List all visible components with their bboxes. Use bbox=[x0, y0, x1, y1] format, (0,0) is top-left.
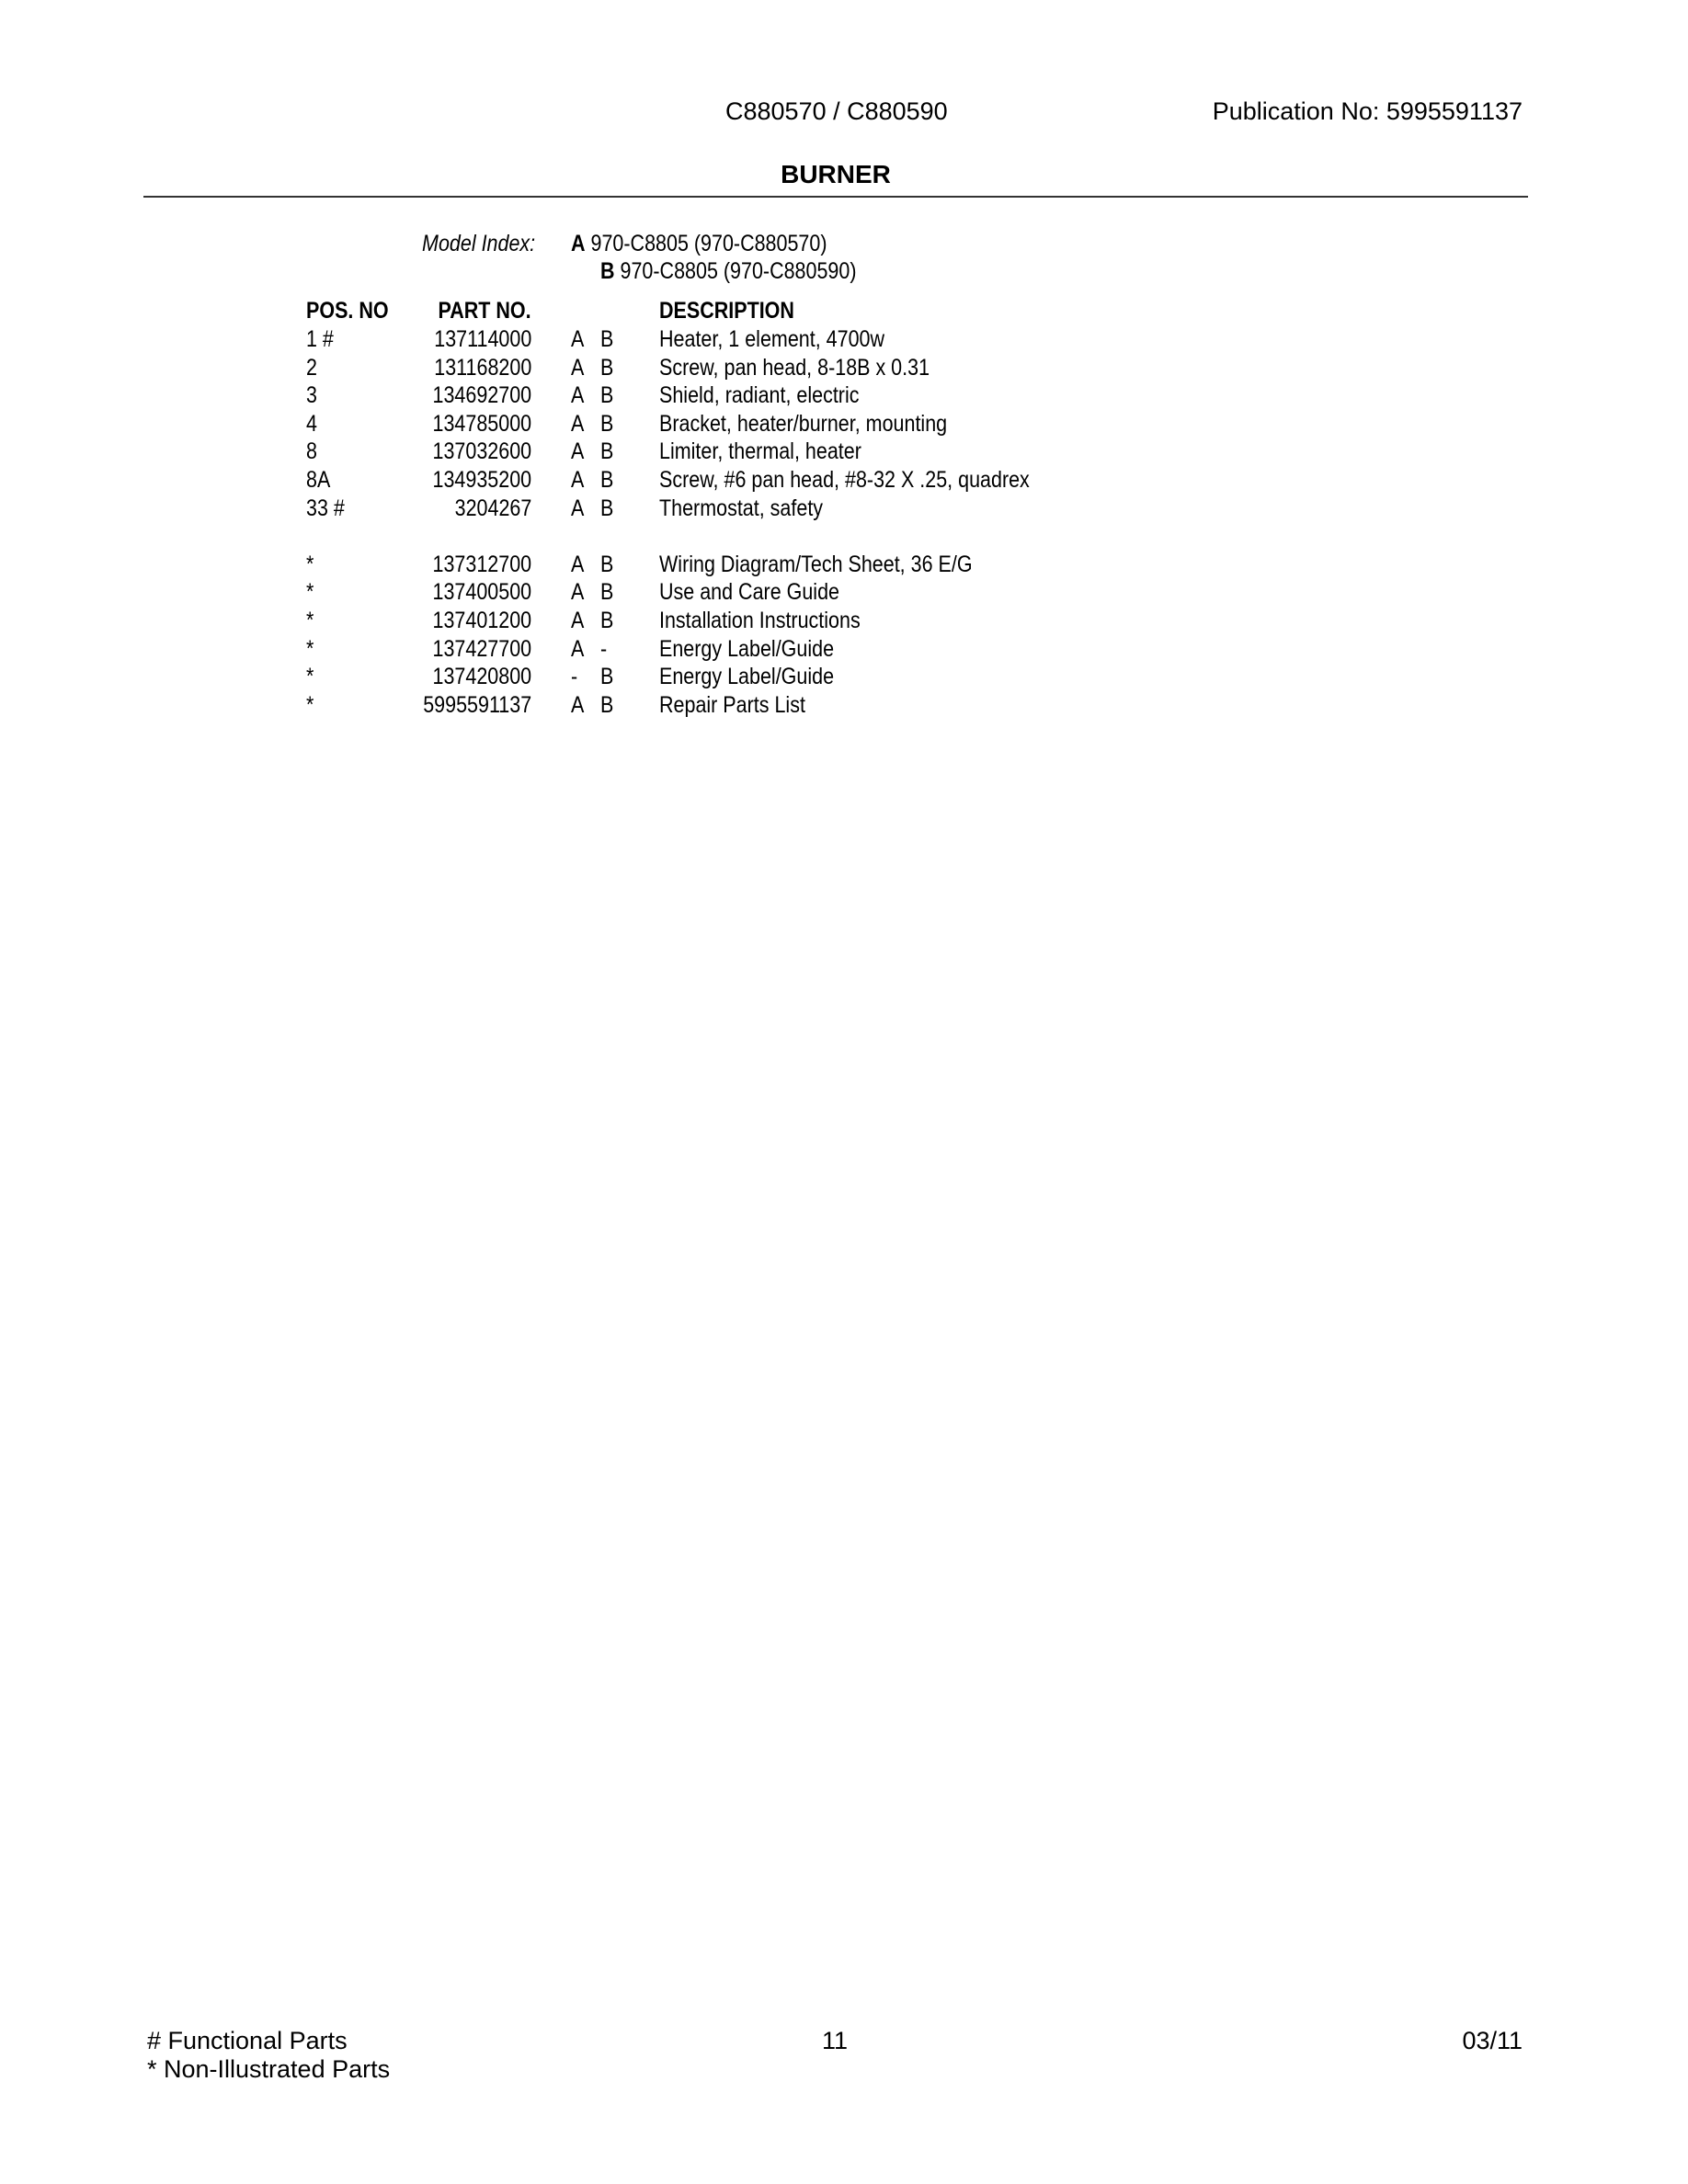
model-b-cell: B bbox=[600, 551, 614, 577]
table-row bbox=[0, 382, 1688, 411]
model-key: A bbox=[571, 231, 586, 256]
model-a-cell: A bbox=[571, 354, 585, 381]
description-cell: Limiter, thermal, heater bbox=[659, 438, 861, 465]
description-cell: Use and Care Guide bbox=[659, 579, 839, 606]
table-row bbox=[0, 326, 1688, 355]
description-cell: Heater, 1 element, 4700w bbox=[659, 326, 885, 352]
description-cell: Screw, #6 pan head, #8-32 X .25, quadrex bbox=[659, 467, 1030, 493]
page-number: 11 bbox=[822, 2027, 849, 2054]
table-row bbox=[0, 438, 1688, 467]
model-b-cell: B bbox=[600, 664, 614, 690]
pos-cell: * bbox=[306, 551, 314, 577]
model-b-cell: - bbox=[600, 635, 608, 662]
model-b-cell: B bbox=[600, 438, 614, 465]
table-row bbox=[0, 579, 1688, 608]
model-a-cell: A bbox=[571, 691, 585, 718]
model-a-cell: A bbox=[571, 467, 585, 493]
table-header bbox=[0, 298, 1688, 326]
part-number-cell: 134785000 bbox=[432, 410, 531, 437]
pos-cell: 1 # bbox=[306, 326, 334, 352]
description-cell: Installation Instructions bbox=[659, 608, 861, 633]
part-number-cell: 137401200 bbox=[432, 608, 531, 633]
model-a-cell: A bbox=[571, 410, 585, 437]
model-b-cell: B bbox=[600, 326, 614, 352]
pos-cell: 2 bbox=[306, 354, 317, 381]
part-number-cell: 137420800 bbox=[432, 664, 531, 690]
model-a-cell: A bbox=[571, 579, 585, 606]
model-b-cell: B bbox=[600, 410, 614, 437]
table-row bbox=[0, 495, 1688, 524]
model-a-cell: A bbox=[571, 495, 585, 521]
pos-cell: * bbox=[306, 664, 314, 690]
pos-cell: * bbox=[306, 691, 314, 718]
model-a-cell: A bbox=[571, 438, 585, 465]
description-cell: Energy Label/Guide bbox=[659, 664, 835, 690]
model-value: 970-C8805 (970-C880570) bbox=[590, 231, 827, 256]
model-index-b bbox=[600, 258, 857, 285]
part-number-cell: 131168200 bbox=[433, 354, 531, 381]
table-row bbox=[0, 355, 1688, 383]
part-number-cell: 137400500 bbox=[432, 579, 531, 606]
model-a-cell: A bbox=[571, 382, 585, 409]
description-cell: Thermostat, safety bbox=[659, 495, 824, 521]
section-title: BURNER bbox=[781, 160, 891, 188]
description-cell: Wiring Diagram/Tech Sheet, 36 E/G bbox=[659, 551, 973, 577]
pos-cell: 4 bbox=[306, 410, 317, 437]
col-description: DESCRIPTION bbox=[659, 298, 794, 324]
model-key: B bbox=[600, 258, 615, 284]
description-cell: Screw, pan head, 8-18B x 0.31 bbox=[659, 354, 930, 381]
model-a-cell: A bbox=[571, 608, 585, 633]
part-number-cell: 3204267 bbox=[454, 495, 531, 521]
header-models: C880570 / C880590 bbox=[725, 97, 948, 125]
pos-cell: 8A bbox=[306, 467, 331, 493]
model-b-cell: B bbox=[600, 354, 614, 381]
pos-cell: 3 bbox=[306, 382, 317, 409]
model-index-label: Model Index: bbox=[421, 231, 535, 256]
part-number-cell: 5995591137 bbox=[423, 691, 531, 718]
description-cell: Bracket, heater/burner, mounting bbox=[659, 410, 948, 437]
table-row bbox=[0, 467, 1688, 495]
footer-date: 03/11 bbox=[1462, 2027, 1523, 2054]
pos-cell: 8 bbox=[306, 438, 317, 465]
table-row bbox=[0, 411, 1688, 439]
table-row bbox=[0, 552, 1688, 580]
model-a-cell: A bbox=[571, 635, 585, 662]
legend-functional: # Functional Parts bbox=[147, 2027, 348, 2054]
model-b-cell: B bbox=[600, 608, 614, 633]
model-b-cell: B bbox=[600, 467, 614, 493]
col-pos: POS. NO bbox=[306, 298, 389, 324]
model-a-cell: A bbox=[571, 326, 585, 352]
pos-cell: * bbox=[306, 579, 314, 606]
description-cell: Energy Label/Guide bbox=[659, 635, 835, 662]
part-number-cell: 137427700 bbox=[432, 635, 531, 662]
header-divider bbox=[143, 196, 1528, 198]
model-a-cell: - bbox=[571, 664, 578, 690]
part-number-cell: 137114000 bbox=[433, 326, 531, 352]
col-part: PART NO. bbox=[438, 298, 531, 324]
pos-cell: * bbox=[306, 635, 314, 662]
description-cell: Shield, radiant, electric bbox=[659, 382, 860, 409]
model-index-a bbox=[571, 231, 827, 257]
part-number-cell: 137032600 bbox=[432, 438, 531, 465]
model-b-cell: B bbox=[600, 495, 614, 521]
model-a-cell: A bbox=[571, 551, 585, 577]
model-b-cell: B bbox=[600, 579, 614, 606]
pos-cell: * bbox=[306, 608, 314, 633]
model-b-cell: B bbox=[600, 691, 614, 718]
table-row bbox=[0, 664, 1688, 692]
pos-cell: 33 # bbox=[306, 495, 345, 521]
legend-non-illustrated: * Non-Illustrated Parts bbox=[147, 2055, 391, 2083]
table-row bbox=[0, 608, 1688, 636]
part-number-cell: 137312700 bbox=[432, 551, 531, 577]
part-number-cell: 134935200 bbox=[432, 467, 531, 493]
header-publication: Publication No: 5995591137 bbox=[1212, 97, 1523, 125]
description-cell: Repair Parts List bbox=[659, 691, 805, 718]
table-row bbox=[0, 692, 1688, 721]
table-row bbox=[0, 636, 1688, 665]
model-value: 970-C8805 (970-C880590) bbox=[620, 258, 857, 284]
part-number-cell: 134692700 bbox=[432, 382, 531, 409]
model-b-cell: B bbox=[600, 382, 614, 409]
